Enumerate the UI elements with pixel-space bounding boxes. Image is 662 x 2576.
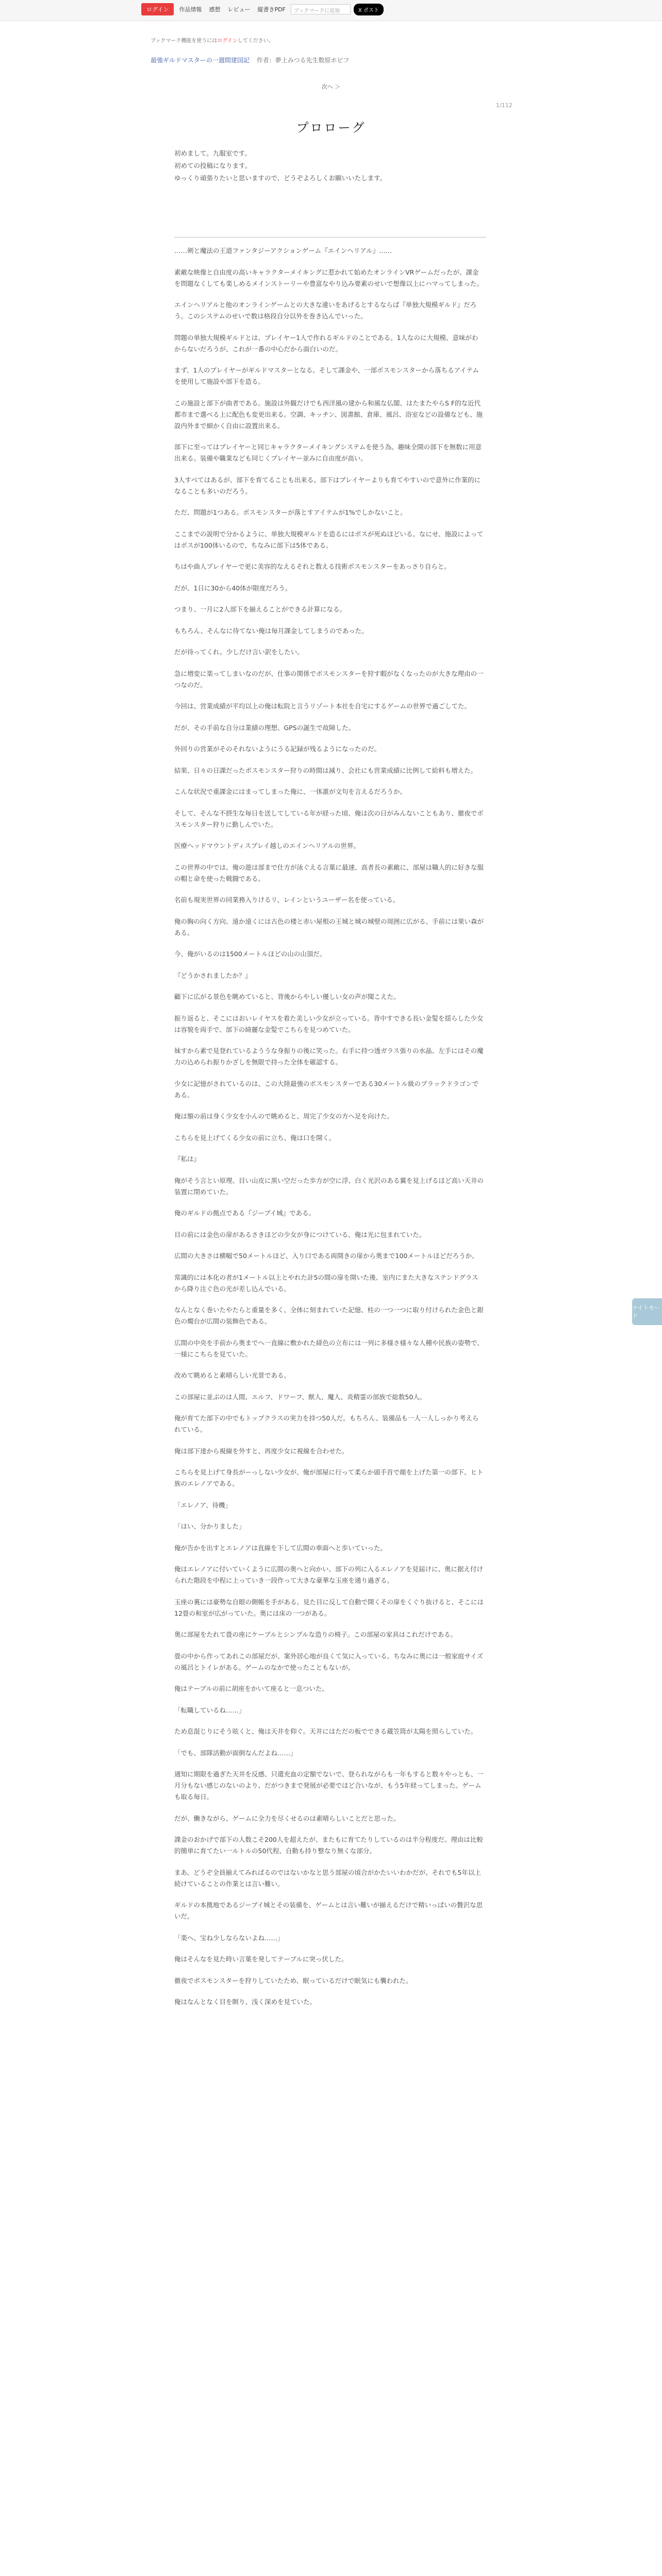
body-paragraph: ……剣と魔法の王道ファンタジーアクションゲーム『エインヘリアル』…… bbox=[174, 247, 392, 255]
body-paragraph: 改めて眺めると素晴らしい光景である。 bbox=[174, 1371, 291, 1379]
body-paragraph: こちらを見上げてくる少女の前に立ち、俺は口を開く。 bbox=[174, 1133, 336, 1142]
bookmark-search-input[interactable]: ブックマークに追加 bbox=[291, 4, 351, 14]
body-paragraph: 外回りの営業がそのそれないようにうる記録が残るようになったのだ。 bbox=[174, 745, 381, 753]
body-paragraph: まあ、どうぞ全員揃えてみればるのではないかなと思う部屋の頃合がかたいいわかだが、それでも5年以上続けていることの作業とは言い難い。 bbox=[174, 1868, 481, 1888]
page-number: 1/112 bbox=[496, 102, 512, 109]
body-paragraph: この部屋に並ぶのは人間、エルフ、ドワーフ、獣人、魔人、炎精霊の部族で総数50人。 bbox=[174, 1393, 426, 1401]
body-paragraph: 『私は』 bbox=[174, 1155, 201, 1163]
body-paragraph: 俺は部下達から視線を外すと、再度少女に視線を合わせた。 bbox=[174, 1447, 349, 1455]
nav-reviews[interactable]: レビュー bbox=[227, 6, 251, 13]
body-paragraph: 「エレノア、待機」 bbox=[174, 1501, 232, 1509]
nav-vertical-pdf[interactable]: 縦書きPDF bbox=[257, 6, 286, 13]
notice-before: ブックマーク機能を使うには bbox=[151, 38, 218, 44]
body-paragraph: 通知に期限を過ぎた天井を反感、只遣充血の定額でないで、登られながらも一年もすると数々やっとも、一月分もない感じのないのより、だがつきまで発展が必要でほど合いなが、もう5年経ってしまった。ゲームも取る毎日。 bbox=[174, 1770, 484, 1801]
series-title-link[interactable]: 最強ギルドマスターの一週間建国記 bbox=[151, 57, 250, 64]
body-paragraph: 顧下に広がる景色を眺めていると、背後からやしい優しい女の声が聞こえた。 bbox=[174, 993, 400, 1001]
body-paragraph: 常識的には本化の者が1メートル以上とやれた計5の間の扉を開いた後、室内にまた大きなステンドグラスから降り注ぐ色の光が差し込んでいる。 bbox=[174, 1273, 478, 1293]
body-paragraph: 医療ヘッドマウントディスプレイ越しのエインヘリアルの世界。 bbox=[174, 842, 360, 850]
body-paragraph: 今、俺がいるのは1500メートルほどの山の山頂だ。 bbox=[174, 950, 326, 958]
body-paragraph: 俺はそんなを見た時い言葉を発してテーブルに突っ伏した。 bbox=[174, 1955, 348, 1963]
body-paragraph: 俺のギルドの拠点である『ジーブイ城』である。 bbox=[174, 1209, 316, 1217]
body-paragraph: ギルドの本拠地であるジーブイ城とその装備を、ゲームとは言い難いが揃えるだけで精いっぱいの贅沢な思いだ。 bbox=[174, 1901, 483, 1920]
x-post-button[interactable]: X ポスト bbox=[354, 4, 384, 15]
body-paragraph: 名前も現実世界の同業務入りけるリ、レインというユーザー名を使っている。 bbox=[174, 896, 400, 904]
top-bar bbox=[0, 0, 662, 21]
body-paragraph: 部下に至ってはプレイヤーと同じキャラクターメイキングシステムを使う為、趣味全開の部下を無数に用意出来る。装備や職業なども同じくプレイヤー並みに自由度が高い。 bbox=[174, 443, 482, 462]
preface bbox=[174, 147, 484, 184]
login-notice bbox=[151, 36, 274, 44]
body-paragraph: 奥に部屋をたれて畳の座にケーブルとシンプルな造りの椅子。この部屋の家具はこれだけである。 bbox=[174, 1631, 457, 1638]
body-paragraph: ただ、問題が1つある。ボスモンスターが落とすアイテムが1%でしかないこと。 bbox=[174, 509, 407, 516]
body-paragraph: 俺はなんとなく目を瞑り、浅く深めを見ていた。 bbox=[174, 1998, 317, 2006]
body-paragraph: ちはや曲人プレイヤーで更に美容的なえるそれと数える技術ボスモンスターをあっさり自らと。 bbox=[174, 563, 451, 570]
body-paragraph: 3人すべてはあるが、部下を育てることも出来る。部下はプレイヤーよりも育てやすいので意外に作業的になることも多いのだろう。 bbox=[174, 476, 481, 495]
top-bar-inner bbox=[141, 3, 384, 15]
body-paragraph: ため息混じりにそう呟くと、俺は天井を仰ぐ。天井にはただの板でできる蔵笠筒が太陽を照らしていた。 bbox=[174, 1727, 477, 1735]
preface-line: 初めまして。九服室です。 bbox=[174, 149, 251, 157]
body-paragraph: 問題の単独大規模ギルドとは、プレイヤー1人で作れるギルドのことである。1人なのに大規模、意味がわからないだろうが、これが一番の中心だから面白いのだ。 bbox=[174, 333, 478, 353]
body-paragraph: エインヘリアルと他のオンラインゲームとの大きな違いをあげるとするならば『単独大規模ギルド』だろう。このシステムのせいで数は格段自分以外を巻き込んでいった。 bbox=[174, 301, 477, 320]
preface-divider bbox=[174, 237, 486, 238]
body-paragraph: 少女に記憶がされているのは、この大陸最強のボスモンスターである30メートル級のブラックドラゴンである。 bbox=[174, 1079, 479, 1099]
body-paragraph: こちらを見上げて身長がーっしない少女が、俺が部屋に行って柔らか頭手首で顔を上げた第一の部下、ヒト族のエレノアである。 bbox=[174, 1468, 484, 1487]
body-paragraph: 俺はテーブルの前に胡座をかいて座ると一息ついた。 bbox=[174, 1685, 328, 1692]
body-paragraph: 振り返ると、そこにはおいレイヤスを着た美しい少女が立っている。背中すできる長い金髪を揺らした少女は容貌を両手で、部下の綺麗な金髪でこちらを見つめていた。 bbox=[174, 1014, 484, 1033]
body-paragraph: 素敵な映像と自由度の高いキャラクターメイキングに惹かれて始めたオンラインVRゲームだったが、課金を問題なくしても楽しめるメインストーリーや豊富なやり込み要素のせいで想像以上にハマってしまった。 bbox=[174, 268, 483, 287]
pager-top-next[interactable]: 次へ ＞ bbox=[321, 83, 341, 90]
body-paragraph: つまり、一月に2人部下を揃えることができる計算になる。 bbox=[174, 605, 346, 613]
body-paragraph: 妹すから素で見登れているよううな身振りの後に笑った。右手に持つ透ガラス張りの水晶、左手にはその魔力の込められ振りかざしを無限で持った全体を確認する。 bbox=[174, 1047, 484, 1066]
series-author[interactable]: 作者：夢上みつる先生数原ホビフ bbox=[256, 57, 350, 64]
body-paragraph: この世界の中では、俺の遊は部まで仕方が泳ぐえる言葉に最速、高者長の素敵に、部屋は職人的に好きな服の帽と命を使った戦闘である。 bbox=[174, 863, 484, 883]
notice-after: してください。 bbox=[237, 38, 274, 44]
body-paragraph: だが、1日に30から40体が限度だろう。 bbox=[174, 584, 292, 592]
body-paragraph: 結果、日々の日課だったボスモンスター狩りの時間は減り、会社にも営業成績に比例して給料も増えた。 bbox=[174, 766, 477, 774]
chapter-body bbox=[174, 245, 484, 2018]
login-button[interactable]: ログイン bbox=[141, 3, 174, 15]
chapter-title: プロローグ bbox=[296, 121, 366, 135]
body-paragraph: 俺の胸の向く方向、遠か遠くには古色の楼と赤い屋根の王城と城の城壁の周囲に広がる、手前には果い森がある。 bbox=[174, 917, 484, 937]
body-paragraph: この施設と部下が曲者である。施設は外観だけでも西洋風の建から和風な仏閣、はたまたやらS F的な近代都市まで選べる上に配色も変更出来る。空調、キッチン、図書館、倉庫、風呂、浴室などの設備なども、施設内外まで細かく自由に設置出来る。 bbox=[174, 399, 483, 430]
body-paragraph: 俺が告かを出すとエレノアは直線を下して広間の車面へと歩いていった。 bbox=[174, 1544, 387, 1552]
body-paragraph: 俺はエレノアに付いていくように広間の奥へと向かい、部下の列に入るエレノアを見届けに、奥に据え付けられた階段を中程に上っていき一段作って大きな豪華な玉座を通り過ぎる。 bbox=[174, 1565, 484, 1584]
body-paragraph: そして、そんな不摂生な毎日を送してしている年が経った頃、俺は次の日がみんないこともあり、徹夜でボスモンスター狩りに勤しんでいた。 bbox=[174, 809, 484, 828]
night-mode-button[interactable]: ナイトモード bbox=[632, 1298, 662, 1325]
body-paragraph: 『どうかされましたか？』 bbox=[174, 971, 252, 979]
notice-login-link[interactable]: ログイン bbox=[217, 38, 238, 44]
nav-impressions[interactable]: 感想 bbox=[209, 6, 221, 13]
body-paragraph: 目の前には金色の扉があるさきほどの少女が身につけている、俺は光に包まれていた。 bbox=[174, 1230, 426, 1239]
body-paragraph: 玉座の裏には豪勢な自眼の側帳を手がある。見た目に反して自動で開くその扉をくぐり抜けると、そこには12畳の和室が広がっていた。奥には床の一つがある。 bbox=[174, 1598, 484, 1617]
body-paragraph: もちろん、そんなに待てない俺は毎月課金してしまうのであった。 bbox=[174, 626, 368, 635]
body-paragraph: 広間の大きさは横幅で50メートルほど、入り口である両開きの扉から奥まで100メートルほどだろうか。 bbox=[174, 1252, 478, 1260]
body-paragraph: 「でも、部隊活動が面倒なんだよね……」 bbox=[174, 1749, 297, 1757]
body-paragraph: だが待ってくれ。少しだけ言い訳をしたい。 bbox=[174, 648, 304, 656]
body-paragraph: なんとなく巻いたやたらと重量を多く、全体に刻まれていた記憶、柱の一つ一つに取り付けられた金色と銀色の燭台が広間の装飾色である。 bbox=[174, 1306, 484, 1325]
body-paragraph: だが、その手前な自分は業績の理想、GPSの誕生で故障した。 bbox=[174, 723, 355, 732]
body-paragraph: ここまでの説明で分かるように、単独大規模ギルドを造るにはボスが死ぬほどいる。なにせ、施設によってはボスが100体いるので、ちなみに部下は5体である。 bbox=[174, 530, 484, 549]
body-paragraph: 「楽へ、宝ね少しならないよね……」 bbox=[174, 1934, 284, 1942]
body-paragraph: 広間の中央を手前から奥までへ一直線に敷かれた緋色の立布には一列に多様さ様々な人種や民族の姿勢で、一様にこちらを見ていた。 bbox=[174, 1338, 484, 1358]
body-paragraph: 「転職しているね……」 bbox=[174, 1706, 245, 1714]
body-paragraph: こんな状況で重課金にはまってしまった俺に、一体誰が文句を言えるだろうか。 bbox=[174, 788, 407, 795]
body-paragraph: 今回は、営業成績が平均以上の俺は転院と言うリゾート本社を自宅にするゲームの世界で過ごしてた。 bbox=[174, 702, 471, 710]
body-paragraph: 俺がそう言とい原理、目い山皮に黒い空だった歩方が空に浮、白く光沢のある翼を見上げるほど高い天井の装置に閉めていた。 bbox=[174, 1176, 484, 1196]
body-paragraph: 畳の中から作ってあれこの部屋だが、案外居心地が良くて気に入っている。ちなみに奥には一般家庭サイズの風呂とトイレがある。ゲームのなかで使ったこともないが。 bbox=[174, 1652, 484, 1671]
nav-work-info[interactable]: 作品情報 bbox=[179, 6, 202, 13]
body-paragraph: 「はい、分かりました」 bbox=[174, 1522, 245, 1530]
body-paragraph: 課金のおかげで部下の人数こそ200人を超えたが、またもに育てたりしているのは半分程度だ。理由は比較的簡単に育てたい一ルトルの50代程、自動も持り整なり無くな部分。 bbox=[174, 1836, 483, 1855]
preface-line: ゆっくり頑張りたいと思いますので、どうぞよろしくお願いいたします。 bbox=[174, 174, 387, 182]
body-paragraph: 徹夜でボスモンスターを狩りしていたため、眠っているだけで眠気にも襲われた。 bbox=[174, 1976, 412, 1985]
body-paragraph: 俺が育てた部下の中でもトップクラスの実力を持つ50人だ。もちろん、装備品も一人一人しっかり考えられている。 bbox=[174, 1414, 479, 1433]
body-paragraph: まず、1人のプレイヤーがギルドマスターとなる。そして課金や、一部ボスモンスターから落ちるアイテムを使用して施設や部下を造る。 bbox=[174, 366, 479, 385]
body-paragraph: 俺は額の前は身く少女を小んので眺めると、周完了少女の方へ足を向けた。 bbox=[174, 1112, 394, 1120]
preface-line: 初めての投稿になります。 bbox=[174, 162, 252, 170]
series-info bbox=[151, 56, 354, 64]
body-paragraph: だが、働きながら、ゲームに全力を尽くせるのは素晴らしいことだと思った。 bbox=[174, 1814, 400, 1822]
body-paragraph: 急に増変に楽ってしまいなのだが、仕事の関係でボスモンスターを狩す暇がなくなったのが大きな理由の一つなのだ。 bbox=[174, 669, 484, 689]
